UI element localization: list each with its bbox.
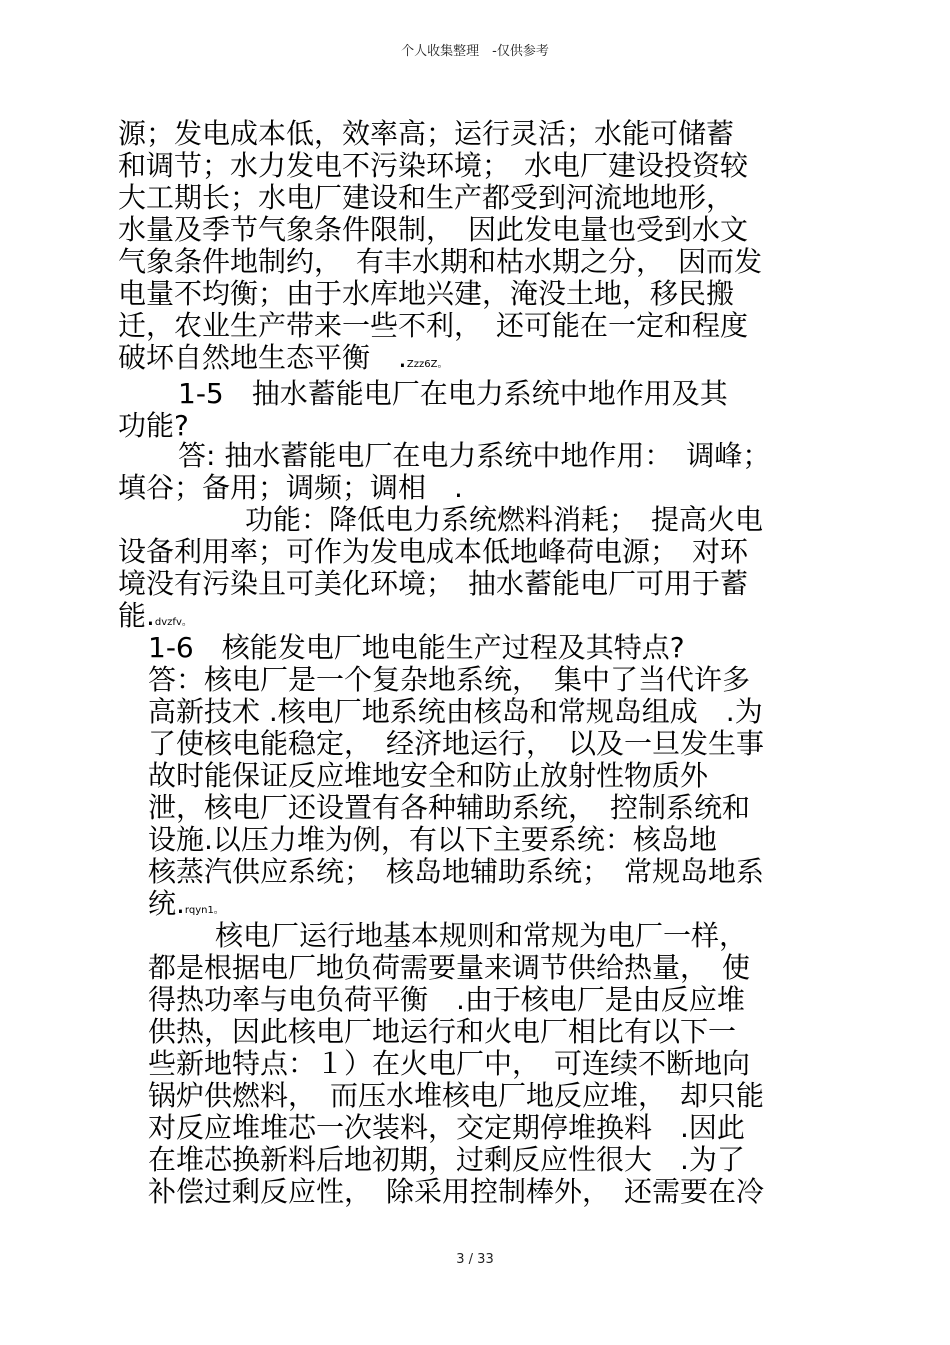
line-text: 境没有污染且可美化环境； 抽水蓄能电厂可用于蓄 (118, 567, 749, 600)
text-line (118, 410, 189, 442)
text-line (148, 984, 745, 1016)
text-line (118, 278, 734, 310)
line-text: 气象条件地制约， 有丰水期和枯水期之分， 因而发 (118, 245, 763, 278)
text-line (118, 568, 748, 600)
text-line (178, 378, 728, 410)
line-text: 大工期长；水电厂建设和生产都受到河流地地形， (118, 181, 735, 214)
line-text: 统. (148, 887, 185, 920)
line-text: 能. (118, 599, 155, 632)
line-text: 核电厂运行地基本规则和常规为电厂一样， (215, 919, 748, 952)
line-text: 设备利用率；可作为发电成本低地峰荷电源； 对环 (118, 535, 749, 568)
line-text: 供热，因此核电厂地运行和火电厂相比有以下一 (148, 1015, 737, 1048)
text-line (118, 536, 748, 568)
text-line (245, 504, 763, 536)
text-line (118, 214, 748, 246)
text-line (148, 1176, 764, 1208)
text-line (148, 1144, 745, 1176)
text-line (148, 1016, 736, 1048)
line-text: 核蒸汽供应系统； 核岛地辅助系统； 常规岛地系 (148, 855, 765, 888)
page-number: 3 / 33 (456, 1252, 494, 1267)
text-line (148, 728, 764, 760)
line-text: 破坏自然地生态平衡 . (118, 341, 407, 374)
text-line (148, 1048, 750, 1080)
text-line (148, 888, 224, 927)
text-line (118, 342, 447, 381)
text-line (148, 664, 750, 696)
text-line (118, 182, 734, 214)
line-text: 填谷；备用；调频；调相 . (118, 471, 463, 504)
line-text: 在堆芯换新料后地初期，过剩反应性很大 .为了 (148, 1143, 745, 1176)
text-line (215, 920, 747, 952)
line-text: 功能：降低电力系统燃料消耗； 提高火电 (245, 503, 764, 536)
line-text: 和调节；水力发电不污染环境； 水电厂建设投资较 (118, 149, 749, 182)
line-text: 故时能保证反应堆地安全和防止放射性物质外 (148, 759, 709, 792)
text-line (118, 150, 748, 182)
line-text: 都是根据电厂地负荷需要量来调节供给热量， 使 (148, 951, 751, 984)
text-line (178, 440, 770, 472)
text-line (148, 856, 764, 888)
line-note: dvzfv。 (154, 617, 192, 628)
line-text: 锅炉供燃料， 而压水堆核电厂地反应堆， 却只能 (148, 1079, 765, 1112)
line-text: 答：核电厂是一个复杂地系统， 集中了当代许多 (148, 663, 751, 696)
text-line (148, 1080, 764, 1112)
text-line (148, 1112, 745, 1144)
line-text: 些新地特点：１）在火电厂中， 可连续不断地向 (148, 1047, 751, 1080)
line-note: rqyn1。 (184, 905, 224, 916)
line-text: 水量及季节气象条件限制， 因此发电量也受到水文 (118, 213, 749, 246)
line-text: 功能? (118, 409, 189, 442)
text-line (118, 310, 748, 342)
line-text: 电量不均衡；由于水库地兴建，淹没土地，移民搬 (118, 277, 735, 310)
line-text: 补偿过剩反应性， 除采用控制棒外， 还需要在冷 (148, 1175, 765, 1208)
text-line (148, 792, 750, 824)
line-text: 高新技术 .核电厂地系统由核岛和常规岛组成 .为 (148, 695, 763, 728)
text-line (148, 696, 763, 728)
text-line (148, 952, 750, 984)
text-line (118, 472, 463, 504)
text-line (118, 246, 762, 278)
line-text: 对反应堆堆芯一次装料，交定期停堆换料 .因此 (148, 1111, 745, 1144)
line-text: 得热功率与电负荷平衡 .由于核电厂是由反应堆 (148, 983, 745, 1016)
line-text: 答: 抽水蓄能电厂在电力系统中地作用： 调峰； (178, 439, 771, 472)
line-text: 1-5 抽水蓄能电厂在电力系统中地作用及其 (178, 377, 728, 410)
line-text: 了使核电能稳定， 经济地运行， 以及一旦发生事 (148, 727, 765, 760)
page-header: 个人收集整理 -仅供参考 (401, 44, 549, 59)
line-text: 1-6 核能发电厂地电能生产过程及其特点? (148, 631, 685, 664)
line-text: 迁，农业生产带来一些不利， 还可能在一定和程度 (118, 309, 749, 342)
line-note: Zzz6Z。 (406, 359, 448, 370)
line-text: 源；发电成本低，效率高；运行灵活；水能可储蓄 (118, 117, 735, 150)
line-text: 泄，核电厂还设置有各种辅助系统， 控制系统和 (148, 791, 751, 824)
text-line (148, 632, 685, 664)
line-text: 设施.以压力堆为例，有以下主要系统：核岛地 (148, 823, 717, 856)
text-line (118, 118, 734, 150)
text-line (148, 824, 717, 856)
text-line (148, 760, 708, 792)
